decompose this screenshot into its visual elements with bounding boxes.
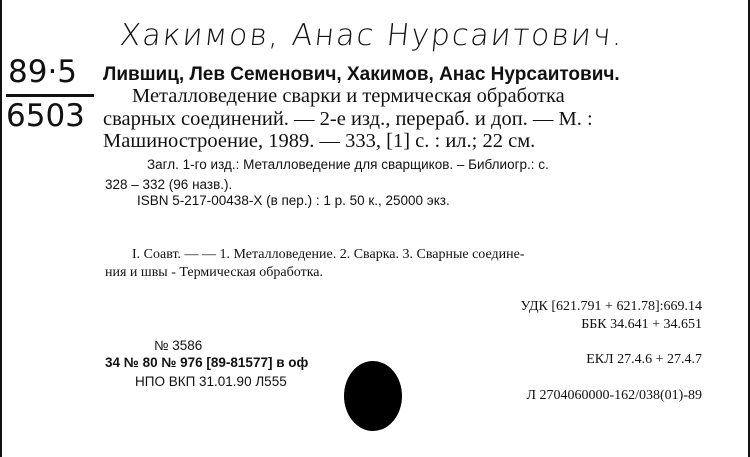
note-line-1: Загл. 1-го изд.: Металловедение для сварщиков. – Библиогр.: с. xyxy=(147,157,549,172)
card-punch-hole xyxy=(344,361,402,431)
handwritten-author-note: Хакимов, Анас Нурсаитович. xyxy=(118,18,626,53)
title-line-3: Машиностроение, 1989. — 333, [1] с. : ил.; 22 см. xyxy=(103,130,536,152)
shelfmark-divider xyxy=(6,94,94,97)
print-info-line: 34 № 80 № 976 [89-81577] в оф xyxy=(105,355,309,370)
card-number: № 3586 xyxy=(154,338,203,353)
tracings-line-2: ния и швы - Термическая обработка. xyxy=(105,265,324,280)
tracings-line-1: I. Соавт. — — 1. Металловедение. 2. Сварка. 3. Сварные соедине- xyxy=(132,247,525,262)
note-line-2: 328 – 332 (96 назв.). xyxy=(105,177,233,192)
title-line-2: сварных соединений. — 2-е изд., перераб. и доп. — М. : xyxy=(103,108,593,130)
authors-text: Лившиц, Лев Семенович, Хакимов, Анас Нурсаитович. xyxy=(103,64,620,85)
isbn-line: ISBN 5-217-00438-X (в пер.) : 1 р. 50 к., 25000 экз. xyxy=(137,193,450,208)
publisher-line: НПО ВКП 31.01.90 Л555 xyxy=(135,374,287,389)
shelfmark-bottom: 6503 xyxy=(6,98,85,134)
publisher-code: Л 2704060000-162/038(01)-89 xyxy=(526,388,702,403)
bbk-index: ББК 34.641 + 34.651 xyxy=(581,317,702,332)
ekl-index: ЕКЛ 27.4.6 + 27.4.7 xyxy=(586,352,702,367)
authors-heading xyxy=(103,64,620,85)
shelfmark-top: 89·5 xyxy=(8,54,78,90)
udk-index: УДК [621.791 + 621.78]:669.14 xyxy=(520,299,702,314)
title-line-1: Металловедение сварки и термическая обработка xyxy=(132,85,565,107)
